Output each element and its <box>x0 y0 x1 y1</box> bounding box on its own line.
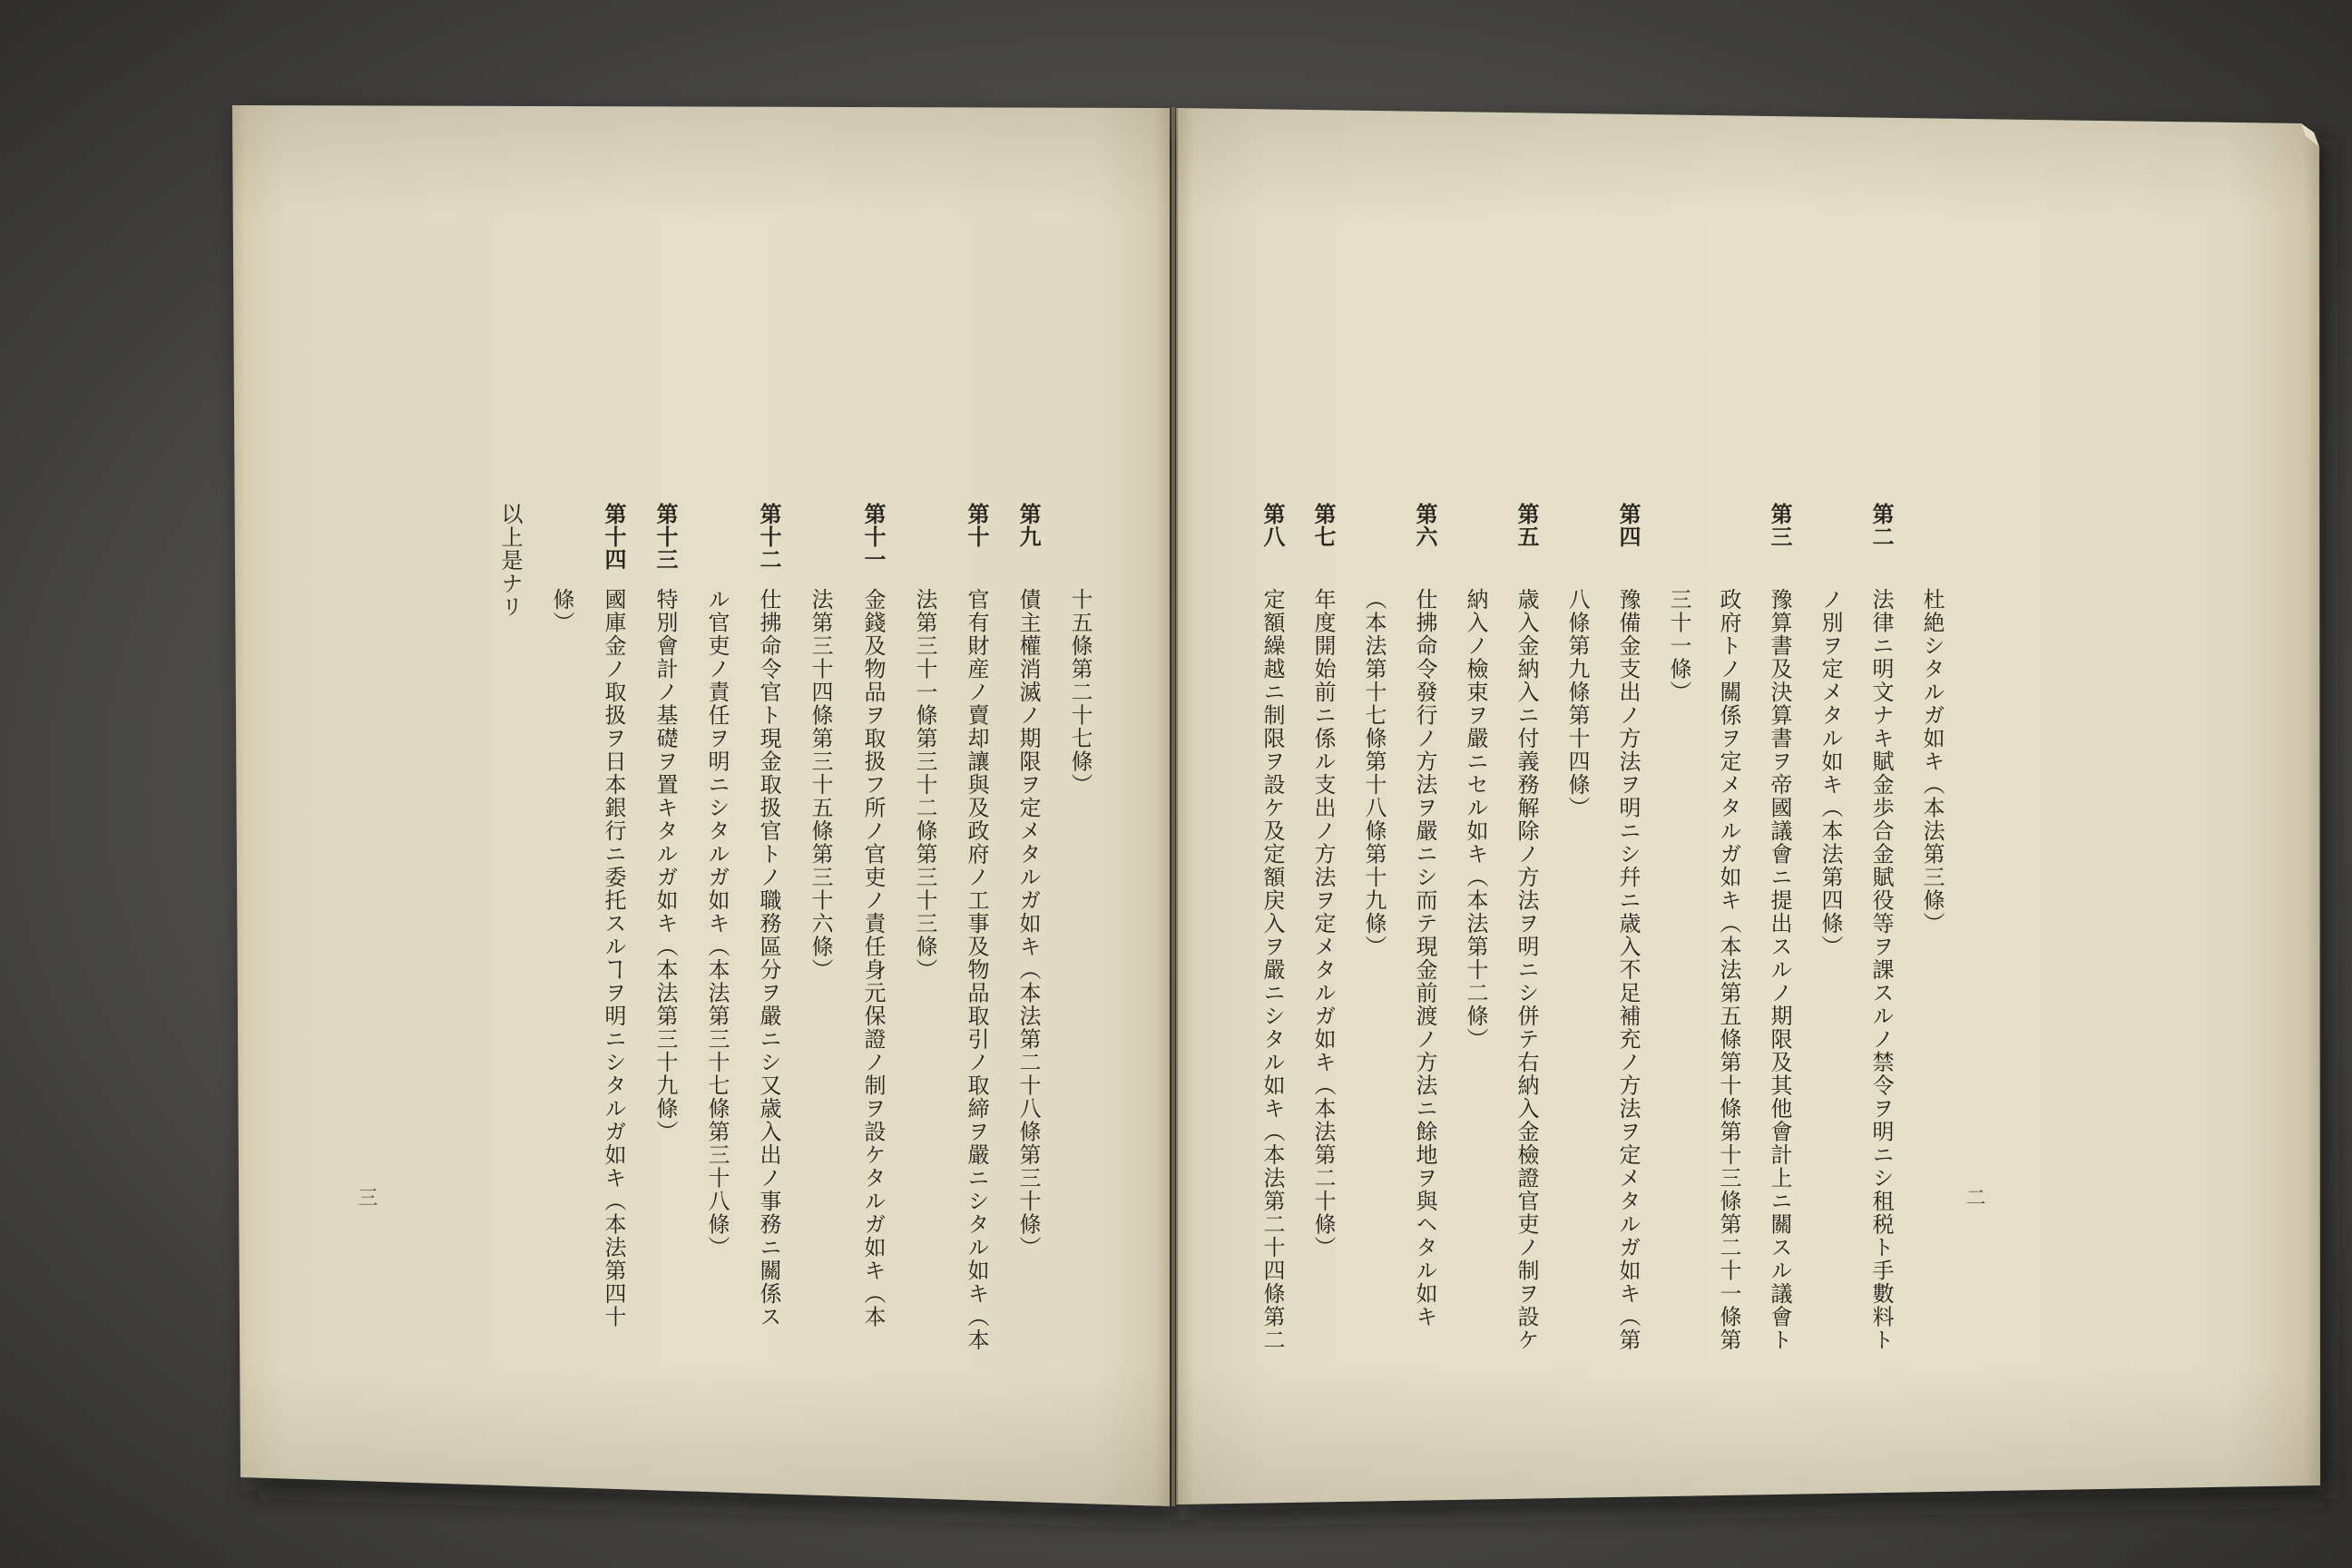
article-number: 第六 <box>1412 503 1438 548</box>
text-column: 官有財産ノ賣却讓與及政府ノ工事及物品取引ノ取締ヲ嚴ニシタル如キ（本 <box>964 588 989 1352</box>
text-column: ノ別ヲ定メタル如キ（本法第四條） <box>1818 588 1843 958</box>
article-number: 第九 <box>1015 503 1042 548</box>
article-number: 第二 <box>1868 503 1895 548</box>
text-column: 杜絶シタルガ如キ（本法第三條） <box>1919 588 1945 936</box>
text-column: 十五條第二十七條） <box>1067 588 1093 797</box>
article-number: 第十三 <box>652 503 679 571</box>
text-column: 定額繰越ニ制限ヲ設ケ及定額戻入ヲ嚴ニシタル如キ（本法第二十四條第二 <box>1259 588 1285 1352</box>
article-number: 第十四 <box>601 503 627 571</box>
text-column: （本法第十七條第十八條第十九條） <box>1361 588 1387 958</box>
text-column: 八條第九條第十四條） <box>1564 588 1590 819</box>
text-column: 國庫金ノ取扱ヲ日本銀行ニ委托スルヿヲ明ニシタルガ如キ（本法第四十 <box>601 588 626 1328</box>
article-number: 第十一 <box>860 503 887 571</box>
text-column: 債主權消滅ノ期限ヲ定メタルガ如キ（本法第二十八條第三十條） <box>1015 588 1041 1259</box>
left-page <box>232 105 1170 1507</box>
text-column: 金錢及物品ヲ取扱フ所ノ官吏ノ責任身元保證ノ制ヲ設ケタルガ如キ（本 <box>860 588 886 1328</box>
text-column: ル官吏ノ責任ヲ明ニシタルガ如キ（本法第三十七條第三十八條） <box>704 588 730 1259</box>
page-number: 三 <box>355 1187 377 1207</box>
text-column: 政府トノ關係ヲ定メタルガ如キ（本法第五條第十條第十三條第二十一條第 <box>1716 588 1741 1352</box>
text-column: 條） <box>549 588 574 634</box>
text-column: 特別會計ノ基礎ヲ置キタルガ如キ（本法第三十九條） <box>652 588 678 1143</box>
article-number: 第五 <box>1514 503 1540 548</box>
article-number: 第七 <box>1310 503 1337 548</box>
article-number: 第四 <box>1615 503 1642 548</box>
text-column: 豫算書及決算書ヲ帝國議會ニ提出スルノ期限及其他會計上ニ關スル議會ト <box>1767 588 1792 1352</box>
text-column: 三十一條） <box>1666 588 1691 704</box>
right-page <box>1178 108 2320 1504</box>
text-column: 法律ニ明文ナキ賦金歩合金賦役等ヲ課スルノ禁令ヲ明ニシ租税ト手數料ト <box>1868 588 1894 1352</box>
text-column: 納入ノ檢束ヲ嚴ニセル如キ（本法第十二條） <box>1463 588 1488 1051</box>
text-column: 仕拂命令官ト現金取扱官トノ職務區分ヲ嚴ニシ又歳入出ノ事務ニ關係ス <box>756 588 781 1328</box>
text-column: 法第三十四條第三十五條第三十六條） <box>808 588 833 982</box>
text-column: 法第三十一條第三十二條第三十三條） <box>912 588 937 982</box>
closing-line: 以上是ナリ <box>497 503 523 619</box>
text-column: 豫備金支出ノ方法ヲ明ニシ幷ニ歳入不足補充ノ方法ヲ定メタルガ如キ（第 <box>1615 588 1641 1352</box>
article-number: 第十 <box>964 503 990 548</box>
article-number: 第三 <box>1767 503 1793 548</box>
article-number: 第八 <box>1259 503 1286 548</box>
page-number: 二 <box>1963 1187 1985 1207</box>
article-number: 第十二 <box>756 503 782 571</box>
text-column: 年度開始前ニ係ル支出ノ方法ヲ定メタルガ如キ（本法第二十條） <box>1310 588 1336 1259</box>
text-column: 歳入金納入ニ付義務解除ノ方法ヲ明ニシ併テ右納入金檢證官吏ノ制ヲ設ケ <box>1514 588 1539 1352</box>
text-column: 仕拂命令發行ノ方法ヲ嚴ニシ而テ現金前渡ノ方法ニ餘地ヲ與ヘタル如キ <box>1412 588 1437 1328</box>
